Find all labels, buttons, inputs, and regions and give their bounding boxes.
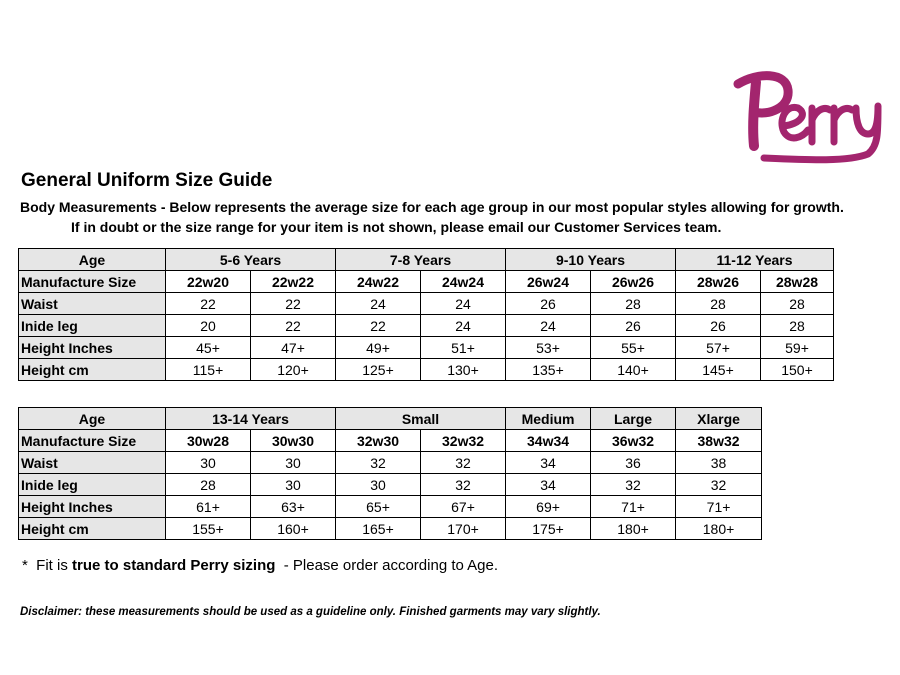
age-header: Age <box>19 249 166 271</box>
table-cell: 47+ <box>251 337 336 359</box>
age-group-header: 9-10 Years <box>506 249 676 271</box>
table-cell: 26w26 <box>591 271 676 293</box>
row-label: Height cm <box>19 518 166 540</box>
table-cell: 24 <box>421 315 506 337</box>
table-cell: 22 <box>166 293 251 315</box>
table-cell: 71+ <box>591 496 676 518</box>
page-title: General Uniform Size Guide <box>21 170 273 191</box>
age-group-header: 7-8 Years <box>336 249 506 271</box>
table-cell: 51+ <box>421 337 506 359</box>
age-group-header: Medium <box>506 408 591 430</box>
table-cell: 140+ <box>591 359 676 381</box>
row-label: Waist <box>19 293 166 315</box>
table-cell: 135+ <box>506 359 591 381</box>
table-cell: 65+ <box>336 496 421 518</box>
table-cell: 165+ <box>336 518 421 540</box>
table-row <box>19 430 762 452</box>
table-row <box>19 359 834 381</box>
age-header: Age <box>19 408 166 430</box>
table-cell: 30 <box>251 474 336 496</box>
table-cell: 28w28 <box>761 271 834 293</box>
table-cell: 175+ <box>506 518 591 540</box>
table-cell: 32w30 <box>336 430 421 452</box>
table-cell: 26 <box>506 293 591 315</box>
table-cell: 30 <box>251 452 336 474</box>
table-row <box>19 271 834 293</box>
table-cell: 63+ <box>251 496 336 518</box>
table-cell: 34w34 <box>506 430 591 452</box>
table-cell: 30 <box>336 474 421 496</box>
table-cell: 155+ <box>166 518 251 540</box>
table-cell: 57+ <box>676 337 761 359</box>
table-header-row <box>19 249 834 271</box>
table-cell: 22w20 <box>166 271 251 293</box>
table-cell: 28w26 <box>676 271 761 293</box>
table-cell: 71+ <box>676 496 762 518</box>
table-cell: 69+ <box>506 496 591 518</box>
row-label: Height cm <box>19 359 166 381</box>
row-label: Height Inches <box>19 337 166 359</box>
fit-note-prefix: * Fit is <box>22 557 73 574</box>
table-cell: 28 <box>676 293 761 315</box>
table-cell: 53+ <box>506 337 591 359</box>
table-row <box>19 293 834 315</box>
table-cell: 32 <box>676 474 762 496</box>
row-label: Manufacture Size <box>19 271 166 293</box>
age-group-header: 5-6 Years <box>166 249 336 271</box>
table-cell: 115+ <box>166 359 251 381</box>
row-label: Waist <box>19 452 166 474</box>
table-cell: 22w22 <box>251 271 336 293</box>
row-label: Height Inches <box>19 496 166 518</box>
table-cell: 120+ <box>251 359 336 381</box>
table-cell: 36w32 <box>591 430 676 452</box>
table-cell: 32w32 <box>421 430 506 452</box>
table-cell: 160+ <box>251 518 336 540</box>
row-label: Inide leg <box>19 474 166 496</box>
disclaimer: Disclaimer: these measurements should be used as a guideline only. Finished garments may vary slightly. <box>20 606 601 618</box>
table-cell: 30 <box>166 452 251 474</box>
table-cell: 59+ <box>761 337 834 359</box>
table-cell: 24 <box>336 293 421 315</box>
table-cell: 28 <box>761 293 834 315</box>
table-cell: 28 <box>166 474 251 496</box>
table-cell: 32 <box>591 474 676 496</box>
table-cell: 28 <box>761 315 834 337</box>
table-cell: 30w28 <box>166 430 251 452</box>
table-cell: 22 <box>251 293 336 315</box>
table-cell: 55+ <box>591 337 676 359</box>
table-cell: 45+ <box>166 337 251 359</box>
table-cell: 32 <box>336 452 421 474</box>
age-group-header: 13-14 Years <box>166 408 336 430</box>
table-cell: 30w30 <box>251 430 336 452</box>
table-header-row <box>19 408 762 430</box>
table-cell: 24w24 <box>421 271 506 293</box>
table-cell: 22 <box>336 315 421 337</box>
table-cell: 34 <box>506 474 591 496</box>
intro-line-2: If in doubt or the size range for your item is not shown, please email our Customer Services team. <box>71 219 722 235</box>
table-cell: 24 <box>421 293 506 315</box>
size-table-teens-adult <box>18 407 762 540</box>
table-cell: 20 <box>166 315 251 337</box>
table-cell: 38 <box>676 452 762 474</box>
intro-line-1: Body Measurements - Below represents the average size for each age group in our most popular styles allowing for growth. <box>20 199 844 215</box>
size-table-children <box>18 248 834 381</box>
table-cell: 125+ <box>336 359 421 381</box>
table-cell: 38w32 <box>676 430 762 452</box>
table-cell: 180+ <box>591 518 676 540</box>
table-cell: 28 <box>591 293 676 315</box>
table-cell: 26 <box>676 315 761 337</box>
table-row <box>19 337 834 359</box>
table-cell: 145+ <box>676 359 761 381</box>
table-row <box>19 315 834 337</box>
row-label: Manufacture Size <box>19 430 166 452</box>
table-cell: 180+ <box>676 518 762 540</box>
table-cell: 32 <box>421 474 506 496</box>
table-row <box>19 452 762 474</box>
table-cell: 49+ <box>336 337 421 359</box>
age-group-header: Small <box>336 408 506 430</box>
fit-note-suffix: - Please order according to Age. <box>275 557 499 574</box>
table-cell: 130+ <box>421 359 506 381</box>
table-cell: 22 <box>251 315 336 337</box>
age-group-header: Xlarge <box>676 408 762 430</box>
table-row <box>19 518 762 540</box>
table-cell: 150+ <box>761 359 834 381</box>
table-row <box>19 474 762 496</box>
table-cell: 24 <box>506 315 591 337</box>
table-cell: 32 <box>421 452 506 474</box>
table-cell: 26w24 <box>506 271 591 293</box>
row-label: Inide leg <box>19 315 166 337</box>
table-cell: 34 <box>506 452 591 474</box>
fit-note <box>22 557 498 574</box>
table-cell: 170+ <box>421 518 506 540</box>
table-cell: 36 <box>591 452 676 474</box>
table-cell: 26 <box>591 315 676 337</box>
age-group-header: Large <box>591 408 676 430</box>
table-cell: 24w22 <box>336 271 421 293</box>
table-row <box>19 496 762 518</box>
table-cell: 67+ <box>421 496 506 518</box>
table-cell: 61+ <box>166 496 251 518</box>
age-group-header: 11-12 Years <box>676 249 834 271</box>
perry-logo <box>728 64 888 168</box>
fit-note-emphasis: true to standard Perry sizing <box>72 557 276 574</box>
